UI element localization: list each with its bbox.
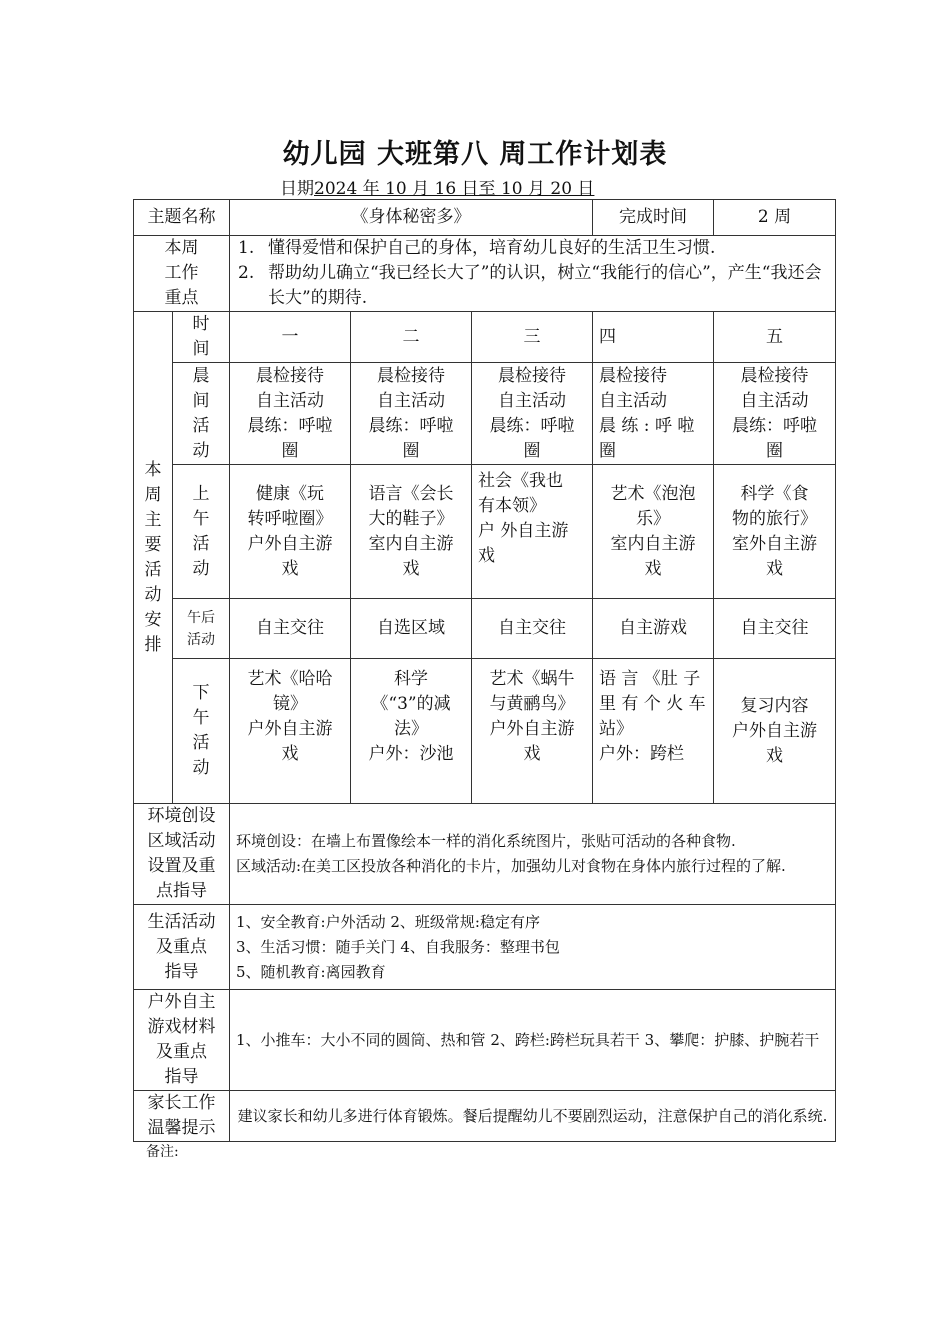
focus-list [230,236,836,312]
activity-cell: 科学《食 物的旅行》 室外自主游 戏 [714,465,836,599]
complete-label: 完成时间 [593,200,714,236]
family-text: 建议家长和幼儿多进行体育锻炼。餐后提醒幼儿不要剧烈运动，注意保护自己的消化系统. [230,1091,836,1142]
activity-cell: 复习内容 户外自主游 戏 [714,659,836,804]
life-label: 生活活动 及重点 指导 [134,905,230,990]
schedule-group-label: 本 周 主 要 活 动 安 排 [134,312,173,804]
activity-cell: 艺术《蜗牛 与黄鹂鸟》 户外自主游 戏 [472,659,593,804]
focus-item: 2. 帮助幼儿确立“我已经长大了”的认识，树立“我能行的信心”，产生“我还会长大”的期待. [238,263,822,308]
row-label-after-lunch: 午后 活动 [173,599,230,659]
row-label-morning: 晨 间 活 动 [173,363,230,465]
row-label-afternoon: 下 午 活 动 [173,659,230,804]
activity-cell: 语 言 《肚 子 里 有 个 火 车 站》 户外：跨栏 [593,659,714,804]
activity-cell: 自主交往 [472,599,593,659]
activity-cell: 社会《我也 有本领》 户 外自主游 戏 [472,465,593,599]
activity-cell: 晨检接待 自主活动 晨 练 : 呼 啦 圈 [593,363,714,465]
time-label: 时 间 [173,312,230,363]
theme-label: 主题名称 [134,200,230,236]
complete-value: 2 周 [714,200,836,236]
plan-table [133,199,836,1142]
activity-cell: 科学 《“3”的减 法》 户外：沙池 [351,659,472,804]
date-line [280,174,594,199]
day-header: 五 [714,312,836,363]
focus-label: 本周 工作 重点 [134,236,230,312]
theme-value: 《身体秘密多》 [230,200,593,236]
day-header: 一 [230,312,351,363]
outdoor-label: 户外自主 游戏材料 及重点 指导 [134,990,230,1091]
day-header: 二 [351,312,472,363]
environment-label: 环境创设 区域活动 设置及重 点指导 [134,804,230,905]
environment-text: 环境创设：在墙上布置像绘本一样的消化系统图片，张贴可活动的各种食物. 区域活动:在美工区投放各种消化的卡片，加强幼儿对食物在身体内旅行过程的了解. [230,804,836,905]
activity-cell: 健康《玩 转呼啦圈》 户外自主游 戏 [230,465,351,599]
activity-cell: 艺术《哈哈 镜》 户外自主游 戏 [230,659,351,804]
activity-cell: 晨检接待 自主活动 晨练：呼啦 圈 [714,363,836,465]
day-header: 四 [593,312,714,363]
life-text: 1、安全教育:户外活动 2、班级常规:稳定有序 3、生活习惯：随手关门 4、自我服务：整理书包 5、随机教育:离园教育 [230,905,836,990]
day-header: 三 [472,312,593,363]
row-label-forenoon: 上 午 活 动 [173,465,230,599]
activity-cell: 晨检接待 自主活动 晨练：呼啦 圈 [472,363,593,465]
activity-cell: 自选区域 [351,599,472,659]
activity-cell: 晨检接待 自主活动 晨练：呼啦 圈 [351,363,472,465]
activity-cell: 自主游戏 [593,599,714,659]
activity-cell: 晨检接待 自主活动 晨练：呼啦 圈 [230,363,351,465]
activity-cell: 自主交往 [230,599,351,659]
activity-cell: 语言《会长 大的鞋子》 室内自主游 戏 [351,465,472,599]
family-label: 家长工作 温馨提示 [134,1091,230,1142]
date-label: 日期 [280,179,314,199]
page-title: 幼儿园 大班第八 周工作计划表 [282,139,668,170]
focus-item: 1. 懂得爱惜和保护自己的身体，培育幼儿良好的生活卫生习惯. [238,238,716,258]
activity-cell: 艺术《泡泡 乐》 室内自主游 戏 [593,465,714,599]
activity-cell: 自主交往 [714,599,836,659]
outdoor-text: 1、小推车：大小不同的圆筒、热和管 2、跨栏:跨栏玩具若干 3、攀爬：护膝、护腕若干 [230,990,836,1091]
note-label: 备注: [146,1144,179,1160]
date-value: 2024 年 10 月 16 日至 10 月 20 日 [314,179,595,199]
